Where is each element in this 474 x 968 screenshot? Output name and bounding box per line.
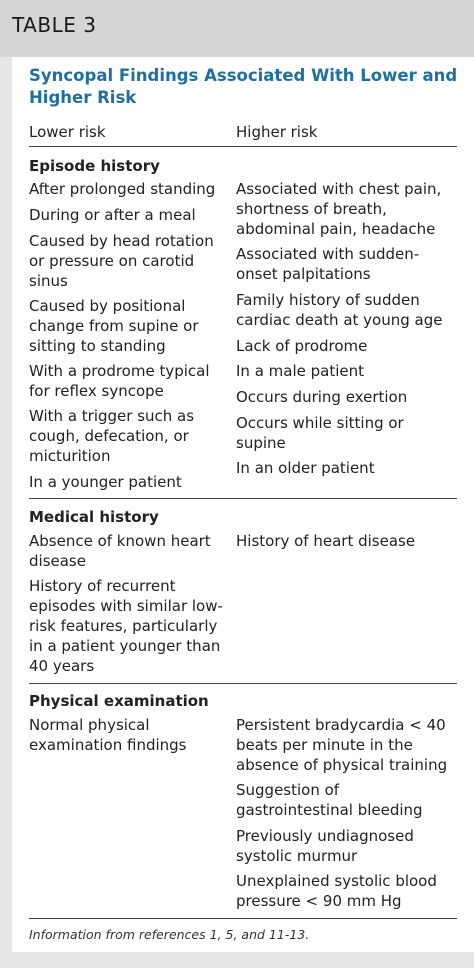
lower-risk-item: During or after a meal — [29, 206, 196, 224]
lower-risk-item: Caused by positional change from supine or sitting to standing — [29, 297, 199, 355]
column-header-lower-risk: Lower risk — [29, 123, 106, 141]
higher-risk-item: Occurs during exertion — [236, 388, 408, 406]
lower-risk-item: Normal physical examination findings — [29, 716, 187, 754]
column-header-higher-risk: Higher risk — [236, 123, 318, 141]
section-heading-episode-history: Episode history — [29, 157, 160, 175]
lower-risk-item: Caused by head rotation or pressure on carotid sinus — [29, 232, 214, 290]
higher-risk-item: Associated with sudden-onset palpitations — [236, 245, 420, 283]
table-card — [12, 57, 474, 952]
higher-risk-item: Persistent bradycardia < 40 beats per minute in the absence of physical training — [236, 716, 448, 774]
section-divider — [29, 498, 457, 499]
lower-risk-item: In a younger patient — [29, 473, 182, 491]
higher-risk-item: Lack of prodrome — [236, 337, 368, 355]
higher-risk-item: Suggestion of gastrointestinal bleeding — [236, 781, 423, 819]
footer-divider — [29, 918, 457, 919]
header-divider — [29, 146, 457, 147]
section-heading-medical-history: Medical history — [29, 508, 159, 526]
higher-risk-item: Family history of sudden cardiac death at young age — [236, 291, 443, 329]
lower-risk-item: Absence of known heart disease — [29, 532, 211, 570]
lower-risk-item: After prolonged standing — [29, 180, 216, 198]
lower-risk-item: With a prodrome typical for reflex syncope — [29, 362, 210, 400]
lower-risk-item: History of recurrent episodes with similar low-risk features, particularly in a patient younger than 40 years — [29, 577, 223, 675]
higher-risk-item: Associated with chest pain, shortness of breath, abdominal pain, headache — [236, 180, 442, 238]
higher-risk-item: Previously undiagnosed systolic murmur — [236, 827, 414, 865]
higher-risk-item: In a male patient — [236, 362, 365, 380]
table-label: TABLE 3 — [12, 13, 97, 37]
higher-risk-item: History of heart disease — [236, 532, 416, 550]
table-label-bar — [0, 0, 474, 57]
section-divider — [29, 683, 457, 684]
higher-risk-item: In an older patient — [236, 459, 375, 477]
table-title: Syncopal Findings Associated With Lower and Higher Risk — [29, 66, 458, 107]
higher-risk-item: Unexplained systolic blood pressure < 90 mm Hg — [236, 872, 437, 910]
lower-risk-item: With a trigger such as cough, defecation, or micturition — [29, 407, 195, 465]
section-heading-physical-examination: Physical examination — [29, 692, 209, 710]
source-footnote: Information from references 1, 5, and 11-13. — [29, 927, 310, 942]
higher-risk-item: Occurs while sitting or supine — [236, 414, 404, 452]
